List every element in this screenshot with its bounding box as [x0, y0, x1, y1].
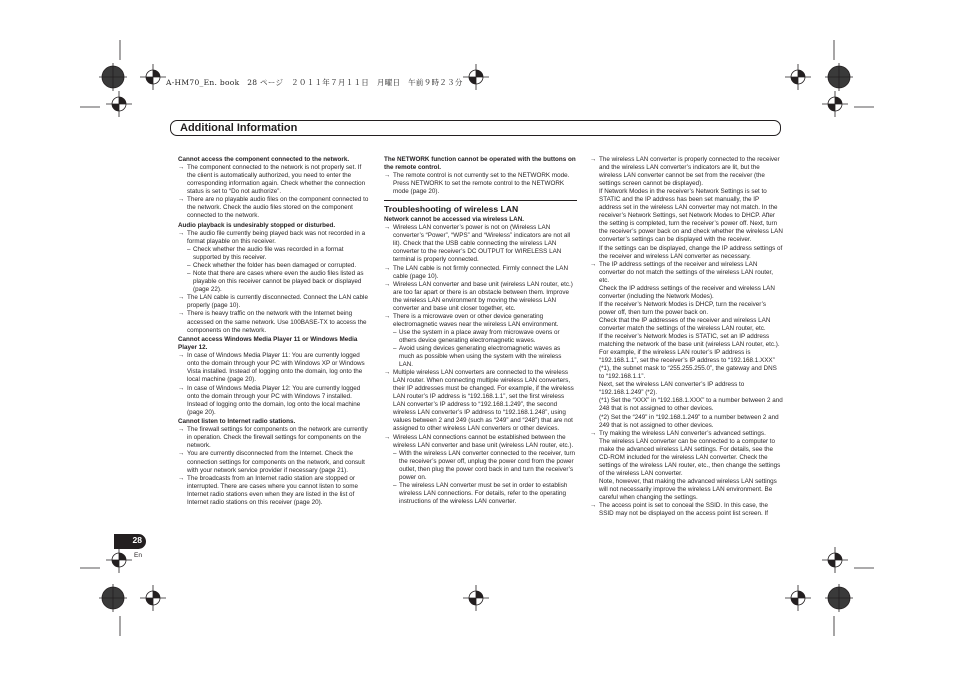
sub-item: – Note that there are cases where even the audio files listed as playable on this receiver cannot be played back or displayed (page 22).: [178, 270, 371, 294]
trouble-item: → The IP address settings of the receiver and wireless LAN converter do not match the settings of the wireless LAN router, etc.: [590, 261, 783, 285]
trouble-item: → You are currently disconnected from the Internet. Check the connection settings for components on the network, and consult with your network service provider if necessary (page 21).: [178, 450, 371, 474]
sub-item: – Check whether the audio file was recorded in a format supported by this receiver.: [178, 246, 371, 262]
item-continuation: Check the IP address settings of the receiver and wireless LAN converter (including the Network Modes).: [599, 284, 775, 300]
print-header: A-HM70_En. book 28 ページ ２０１１年７月１１日 月曜日 午前９時２３分: [166, 78, 463, 87]
item-continuation: For example, if the wireless LAN router’s IP address is “192.168.1.1”, set the receiver’s IP address to “192.168.1.XXX” (*1), the subnet mask to “255.255.255.0”, the gateway and DNS to “192.168.1.1”.: [599, 349, 777, 381]
page-number: 28: [132, 535, 142, 545]
trouble-item: → Wireless LAN connections cannot be established between the wireless LAN converter and base unit (wireless LAN router, etc.).: [384, 434, 577, 450]
subheading: Cannot access the component connected to the network.: [178, 156, 350, 163]
column-middle: [384, 156, 577, 506]
trouble-item: → The remote control is not currently set to the NETWORK mode. Press NETWORK to set the remote control to the NETWORK mode (page 20).: [384, 172, 577, 196]
trouble-item: → There is heavy traffic on the network with the Internet being accessed on the same network. Use 100BASE-TX to access the components on the network.: [178, 310, 371, 334]
trouble-item: → Wireless LAN converter’s power is not on (Wireless LAN converter’s “Power”, “WPS” and “Wireless” indicators are not all lit). Check that the USB cable connecting the wireless LAN converter to the receiver’s DC OUTPUT for WIRELESS LAN terminal is properly connected.: [384, 224, 577, 264]
trouble-item: → In case of Windows Media Player 12: You are currently logged onto the domain through your PC with Windows 7 installed. Instead of logging onto the domain, log onto the local machine (page 20).: [178, 385, 371, 417]
page-language: En: [134, 552, 142, 559]
trouble-item: → In case of Windows Media Player 11: You are currently logged onto the domain through your PC with Windows XP or Windows Vista installed. Instead of logging onto the domain, log onto the local machine (page 20).: [178, 352, 371, 384]
item-continuation: Check that the IP addresses of the receiver and wireless LAN converter match the settings of the wireless LAN router, etc.: [599, 316, 771, 332]
sub-item: – Use the system in a place away from microwave ovens or others device generating electromagnetic waves.: [384, 329, 577, 345]
item-continuation: If the receiver’s Network Modes is STATIC, set an IP address matching the network of the base unit (wireless LAN router, etc.).: [599, 333, 780, 349]
sub-item: – Avoid using devices generating electromagnetic waves as much as possible when using the system with the wireless LAN.: [384, 345, 577, 369]
trouble-item: → The LAN cable is currently disconnected. Connect the LAN cable properly (page 10).: [178, 294, 371, 310]
trouble-item: → The wireless LAN converter is properly connected to the receiver and the wireless LAN converter’s indicators are lit, but the wireless LAN converter cannot be set from the receiver (the settings screen cannot be displayed).: [590, 156, 783, 188]
subheading: Audio playback is undesirably stopped or disturbed.: [178, 221, 336, 229]
trouble-item: → The firewall settings for components on the network are currently in operation. Check the firewall settings for components on the network.: [178, 426, 371, 450]
item-continuation: Next, set the wireless LAN converter’s IP address to “192.168.1.249” (*2).: [599, 381, 745, 397]
trouble-item: → There is a microwave oven or other device generating electromagnetic waves near the wireless LAN environment.: [384, 313, 577, 329]
sub-item: – With the wireless LAN converter connected to the receiver, turn the receiver’s power off, unplug the power cord from the power outlet, then plug the power cord back in and turn the receiver’s power on.: [384, 450, 577, 482]
subheading: Network cannot be accessed via wireless LAN.: [384, 216, 524, 224]
subheading: Cannot listen to Internet radio stations.: [178, 418, 296, 426]
subheading: Cannot access Windows Media Player 11 or Windows Media Player 12.: [178, 336, 358, 352]
trouble-item: → Multiple wireless LAN converters are connected to the wireless LAN router. When connecting multiple wireless LAN converters, their IP addresses must be changed. For example, if the wireless LAN router’s IP address is “192.168.1.1”, set the first wireless LAN converter’s IP address to “192.168.1.249”, the second wireless LAN converter’s IP address to “192.168.1.248”, using values between 2 and 249 (such as “249” and “248”) that are not assigned to other wireless LAN converters or other devices.: [384, 369, 577, 433]
item-continuation: (*2) Set the “249” in “192.168.1.249” to a number between 2 and 249 that is not assigned to other devices.: [599, 413, 779, 429]
trouble-item: → Wireless LAN converter and base unit (wireless LAN router, etc.) are too far apart or there is an obstacle between them. Improve the wireless LAN environment by moving the wireless LAN converter and base unit closer together, etc.: [384, 281, 577, 313]
item-continuation: If the settings can be displayed, change the IP address settings of the receiver and wireless LAN converter as necessary.: [599, 244, 783, 260]
item-continuation: If the receiver’s Network Modes is DHCP, turn the receiver’s power off, then turn the power back on.: [599, 300, 767, 316]
trouble-item: → The broadcasts from an Internet radio station are stopped or interrupted. There are cases where you cannot listen to some Internet radio stations even when they are listed in the list of Internet radio stations on this receiver (page 20).: [178, 475, 371, 507]
sub-item: – Check whether the folder has been damaged or corrupted.: [178, 262, 371, 270]
subheading: The NETWORK function cannot be operated with the buttons on the remote control.: [384, 156, 576, 172]
trouble-item: → There are no playable audio files on the component connected to the network. Check the audio files stored on the component connected to the network.: [178, 196, 371, 220]
column-right: [590, 156, 783, 518]
sub-item: – The wireless LAN converter must be set in order to establish wireless LAN connections. For details, refer to the operating instructions of the wireless LAN converter.: [384, 482, 577, 506]
item-continuation: If Network Modes in the receiver’s Network Settings is set to STATIC and the IP address has been set manually, the IP address set in the wireless LAN converter may not match. In the receiver’s Network Settings, set Network Modes to DHCP. After the setting is completed, turn the receiver’s power off. Next, turn the receiver’s power back on and check whether the wireless LAN converter’s settings can be displayed with the receiver.: [599, 188, 783, 244]
column-left: [178, 156, 371, 507]
item-continuation: The wireless LAN converter can be connected to a computer to make the advanced wireless LAN settings. For details, see the CD-ROM included for the wireless LAN converter. Check the settings of the wireless LAN router, etc., then change the settings of the wireless LAN converter.: [599, 437, 781, 477]
section-rule: [384, 200, 577, 201]
item-continuation: (*1) Set the “XXX” in “192.168.1.XXX” to a number between 2 and 248 that is not assigned to other devices.: [599, 397, 783, 413]
section-heading: Troubleshooting of wireless LAN: [384, 204, 519, 215]
trouble-item: → The LAN cable is not firmly connected. Firmly connect the LAN cable (page 10).: [384, 265, 577, 281]
item-continuation: Note, however, that making the advanced wireless LAN settings will not necessarily improve the wireless LAN environment. Be careful when changing the settings.: [599, 477, 777, 501]
trouble-item: → The audio file currently being played back was not recorded in a format playable on this receiver.: [178, 230, 371, 246]
section-title: Additional Information: [180, 122, 298, 134]
trouble-item: → The access point is set to conceal the SSID. In this case, the SSID may not be displayed on the access point list screen. If: [590, 502, 783, 518]
trouble-item: → Try making the wireless LAN converter’s advanced settings.: [590, 430, 783, 438]
trouble-item: → The component connected to the network is not properly set. If the client is automatically authorized, you need to enter the corresponding information again. Check whether the connection status is set to “Do not authorize”.: [178, 164, 371, 196]
